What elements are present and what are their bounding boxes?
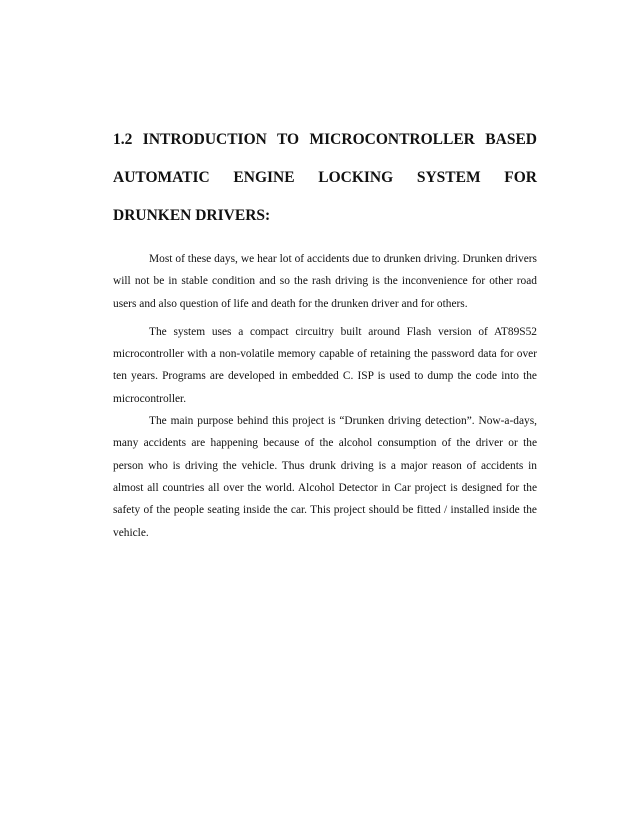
section-heading-line-1: 1.2 INTRODUCTION TO MICROCONTROLLER BASED	[113, 131, 537, 148]
paragraph-main-purpose: The main purpose behind this project is “Drunken driving detection”. Now-a-days, many accidents are happening because of the alcohol consumption of the driver or the person who is driving the vehicle. Thus drunk driving is a major reason of accidents in almost all countries all over the world. Alcohol Detector in Car project is designed for the safety of the people seating inside the car. This project should be fitted / installed inside the vehicle.	[113, 415, 537, 539]
paragraph-drunken-driving: Most of these days, we hear lot of accidents due to drunken driving. Drunken drivers will not be in stable condition and so the rash driving is the inconvenience for other road users and also question of life and death for the drunken driver and for others.	[113, 253, 537, 310]
paragraph-system-circuitry: The system uses a compact circuitry built around Flash version of AT89S52 microcontroller with a non-volatile memory capable of retaining the password data for over ten years. Programs are developed in embedded C. ISP is used to dump the code into the microcontroller.	[113, 325, 537, 405]
page-content	[113, 121, 537, 544]
section-heading-line-2: AUTOMATIC ENGINE LOCKING SYSTEM FOR	[113, 169, 537, 186]
section-heading-line-3: DRUNKEN DRIVERS:	[113, 207, 271, 224]
